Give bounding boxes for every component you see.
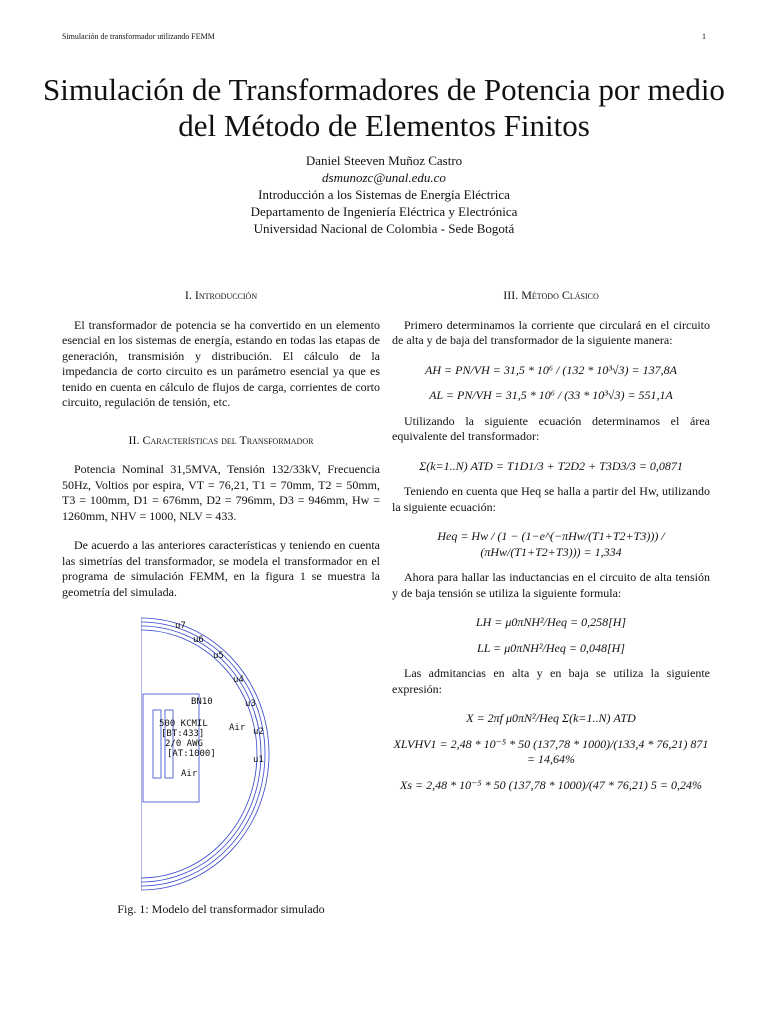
label-air-outer: Air — [229, 723, 246, 733]
paper-title: Simulación de Transformadores de Potencia por medio del Método de Elementos Finitos — [43, 72, 725, 143]
paragraph: De acuerdo a las anteriores características y teniendo en cuenta las simetrías del transformador, se modela el transformador en el programa de simulación FEMM, en la figura 1 se muestra la geometría del simulada. — [62, 538, 380, 599]
equation: LH = μ0πNH²/Heq = 0,258[H] — [475, 615, 627, 629]
section-heading: II. Características del Transformador — [128, 432, 314, 447]
label-at1000: [AT:1000] — [167, 749, 216, 759]
paragraph: Primero determinamos la corriente que circulará en el circuito de alta y de baja del transformador de la siguiente manera: — [392, 317, 710, 347]
affiliation-2: Departamento de Ingeniería Eléctrica y Electrónica — [250, 204, 518, 219]
affiliation-3: Universidad Nacional de Colombia - Sede Bogotá — [253, 221, 515, 236]
section-heading: I. Introducción — [184, 288, 258, 302]
running-title: Simulación de transformador utilizando FEMM — [62, 32, 215, 41]
paragraph: Teniendo en cuenta que Heq se halla a partir del Hw, utilizando la siguiente ecuación: — [392, 484, 710, 514]
paragraph: Las admitancias en alta y en baja se utiliza la siguiente expresión: — [392, 666, 710, 696]
label-u7: u7 — [175, 621, 186, 631]
author-block — [0, 152, 768, 237]
paragraph: Potencia Nominal 31,5MVA, Tensión 132/33kV, Frecuencia 50Hz, Voltios por espira, VT = 76,21, T1 = 70mm, T2 = 50mm, T3 = 100mm, D1 = 676mm, D2 = 796mm, D3 = 946mm, Hw = 1260mm, NHV = 1000, NLV = 433. — [62, 462, 380, 523]
transformer-geometry — [141, 614, 301, 894]
section-heading: III. Método Clásico — [503, 288, 599, 302]
label-u3: u3 — [245, 699, 256, 709]
equation: Σ(k=1..N) ATD = T1D1/3 + T2D2 + T3D3/3 = 0,0871 — [419, 458, 683, 473]
label-u1: u1 — [253, 755, 264, 765]
label-u4: u4 — [233, 675, 244, 685]
equation: Heq = Hw / (1 − (1−e^(−πHw/(T1+T2+T3))) / (πHw/(T1+T2+T3))) = 1,334 — [437, 529, 665, 559]
author-name: Daniel Steeven Muñoz Castro — [305, 153, 463, 168]
label-u5: u5 — [213, 651, 224, 661]
paragraph: Utilizando la siguiente ecuación determinamos el área equivalente del transformador: — [392, 413, 710, 443]
equation: AH = PN/VH = 31,5 * 10⁶ / (132 * 10³√3) = 137,8A — [425, 362, 677, 377]
paragraph: Ahora para hallar las inductancias en el circuito de alta tensión y de baja tensión se utiliza la siguiente formula: — [392, 570, 710, 600]
label-bn10: BN10 — [191, 697, 213, 707]
transformer-figure — [141, 614, 301, 894]
label-bt433: [BT:433] — [161, 729, 205, 739]
running-header — [62, 32, 706, 41]
label-500kcmil: 500 KCMIL — [159, 719, 208, 729]
equation: Xs = 2,48 * 10⁻⁵ * 50 (137,78 * 1000)/(47 * 76,21) 5 = 0,24% — [399, 777, 702, 792]
right-column — [392, 288, 710, 803]
equation: XLVHV1 = 2,48 * 10⁻⁵ * 50 (137,78 * 1000)/(133,4 * 76,21) 871 = 14,64% — [393, 736, 709, 766]
left-column — [62, 288, 380, 918]
label-u2: u2 — [253, 727, 264, 737]
page-number: 1 — [702, 32, 706, 41]
equation: X = 2πf μ0πN²/Heq Σ(k=1..N) ATD — [466, 711, 636, 725]
paragraph: El transformador de potencia se ha convertido en un elemento esencial en los sistemas de energía, estando en todas las etapas de generación, transmisión y distribución. El cálculo de la impedancia de corto circuito es un parámetro esencial ya que es tenido en cuenta en cálculo de flujos de carga, corrientes de corto circuito, regulación de tensión, etc. — [62, 317, 380, 409]
label-air-inner: Air — [181, 769, 198, 779]
author-email: dsmunozc@unal.edu.co — [322, 170, 446, 185]
affiliation-1: Introducción a los Sistemas de Energía Eléctrica — [258, 187, 510, 202]
label-u6: u6 — [193, 635, 204, 645]
equation: AL = PN/VH = 31,5 * 10⁶ / (33 * 10³√3) = 551,1A — [429, 388, 673, 402]
equation: LL = μ0πNH²/Heq = 0,048[H] — [477, 640, 625, 655]
figure-caption: Fig. 1: Modelo del transformador simulado — [117, 902, 325, 916]
label-20awg: 2/0 AWG — [165, 739, 203, 749]
